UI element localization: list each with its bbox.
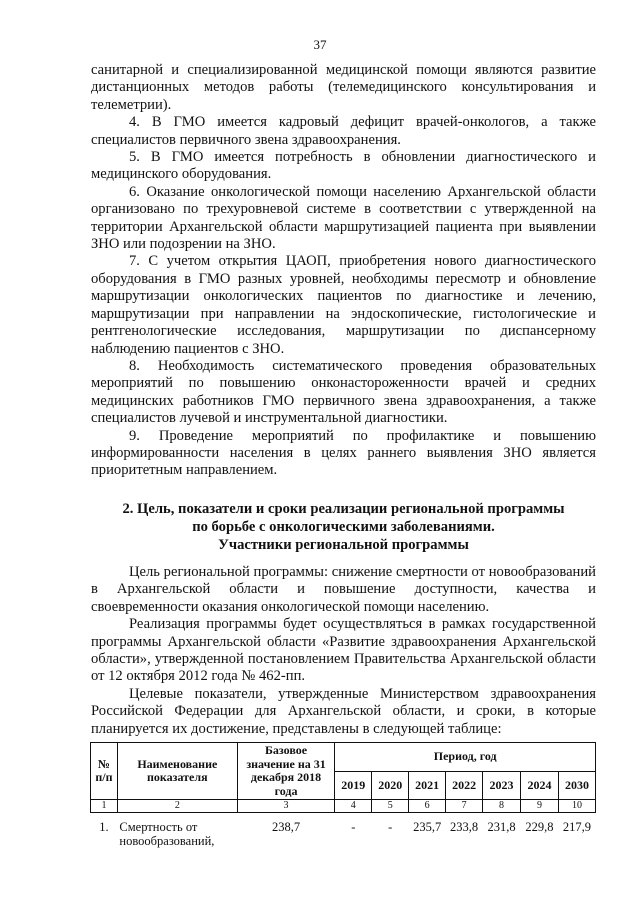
table-index-row — [91, 800, 596, 813]
header-year: 2023 — [483, 771, 521, 800]
header-year: 2022 — [446, 771, 483, 800]
header-year: 2024 — [521, 771, 559, 800]
paragraph-targets: Целевые показатели, утвержденные Министерством здравоохранения Российской Федерации для Архангельской области, и сроки, в которые планируется их достижение, представлены в следующей таблице: — [91, 685, 596, 737]
paragraph-goal: Цель региональной программы: снижение смертности от новообразований в Архангельской области и повышение доступности, качества и своевременности оказания онкологической помощи населению. — [91, 564, 596, 615]
index-cell: 8 — [483, 800, 521, 813]
paragraph-item-6: 6. Оказание онкологической помощи населению Архангельской области организовано по трехуровневой системе в соответствии с утвержденной на территории Архангельской области маршрутизацией пациента при выявлении ЗНО или подозрении на ЗНО. — [91, 183, 596, 253]
header-year: 2030 — [558, 771, 595, 800]
paragraph-item-9: 9. Проведение мероприятий по профилактике и повышению информированности населения в целях раннего выявления ЗНО является приоритетным направлением. — [91, 427, 596, 479]
row-name: Смертность от новообразований, — [119, 820, 215, 848]
row-base-value: 238,7 — [271, 820, 301, 834]
row-value: 235,7 — [413, 820, 442, 834]
index-cell: 4 — [335, 800, 372, 813]
index-cell: 5 — [372, 800, 409, 813]
paragraph-item-4: 4. В ГМО имеется кадровый дефицит врачей-онкологов, а также специалистов первичного звена здравоохранения. — [91, 114, 596, 148]
table-row — [91, 813, 596, 850]
header-year: 2020 — [372, 771, 409, 800]
paragraph-item-7: 7. С учетом открытия ЦАОП, приобретения нового диагностического оборудования в ГМО разных уровней, необходимы пересмотр и обновление маршрутизации онкологических пациентов по диагностике и лечению, маршрутизации при направлении на эндоскопические, гистологические и рентгенологические исследования, маршрутизации по диспансерному наблюдению пациентов с ЗНО. — [91, 253, 596, 357]
table-header-row-1 — [91, 743, 596, 772]
index-cell: 1 — [91, 800, 118, 813]
paragraph-item-8: 8. Необходимость систематического проведения образовательных мероприятий по повышению онконастороженности врачей и средних медицинских работников ГМО первичного звена здравоохранения, а также специалистов лучевой и инструментальной диагностики. — [91, 357, 596, 427]
index-cell: 3 — [237, 800, 335, 813]
heading-line-2: по борьбе с онкологическими заболеваниями. — [192, 519, 495, 535]
index-cell: 6 — [409, 800, 446, 813]
header-base-value: Базовое значение на 31 декабря 2018 года — [237, 743, 335, 800]
header-year: 2021 — [409, 771, 446, 800]
index-cell: 2 — [117, 800, 237, 813]
header-name: Наименование показателя — [117, 743, 237, 800]
row-value: 229,8 — [525, 820, 554, 834]
index-cell: 9 — [521, 800, 559, 813]
row-value: 217,9 — [562, 820, 592, 834]
heading-line-3: Участники региональной программы — [218, 537, 469, 553]
indicators-table — [90, 742, 596, 849]
section-heading — [91, 500, 596, 554]
row-value: 231,8 — [487, 820, 516, 834]
header-period: Период, год — [335, 743, 596, 772]
row-num: 1. — [99, 820, 109, 834]
header-num: № п/п — [91, 743, 118, 800]
index-cell: 7 — [446, 800, 483, 813]
row-value: 233,8 — [450, 820, 479, 834]
text-block-top — [91, 62, 596, 480]
paragraph-implementation: Реализация программы будет осуществляться в рамках государственной программы Архангельской области «Развитие здравоохранения Архангельской области», утвержденной постановлением Правительства Архангельской области от 12 октября 2012 года № 462-пп. — [91, 616, 596, 685]
paragraph-continuation: санитарной и специализированной медицинской помощи являются развитие дистанционных методов работы (телемедицинского консультирования и телеметрии). — [91, 62, 596, 113]
paragraph-item-5: 5. В ГМО имеется потребность в обновлении диагностического и медицинского оборудования. — [91, 149, 596, 183]
page-number: 37 — [313, 37, 327, 52]
index-cell: 10 — [558, 800, 595, 813]
row-value: - — [388, 820, 393, 834]
header-year: 2019 — [335, 771, 372, 800]
text-block-bottom — [91, 564, 596, 738]
heading-line-1: 2. Цель, показатели и сроки реализации региональной программы — [122, 501, 565, 517]
row-value: - — [351, 820, 356, 834]
